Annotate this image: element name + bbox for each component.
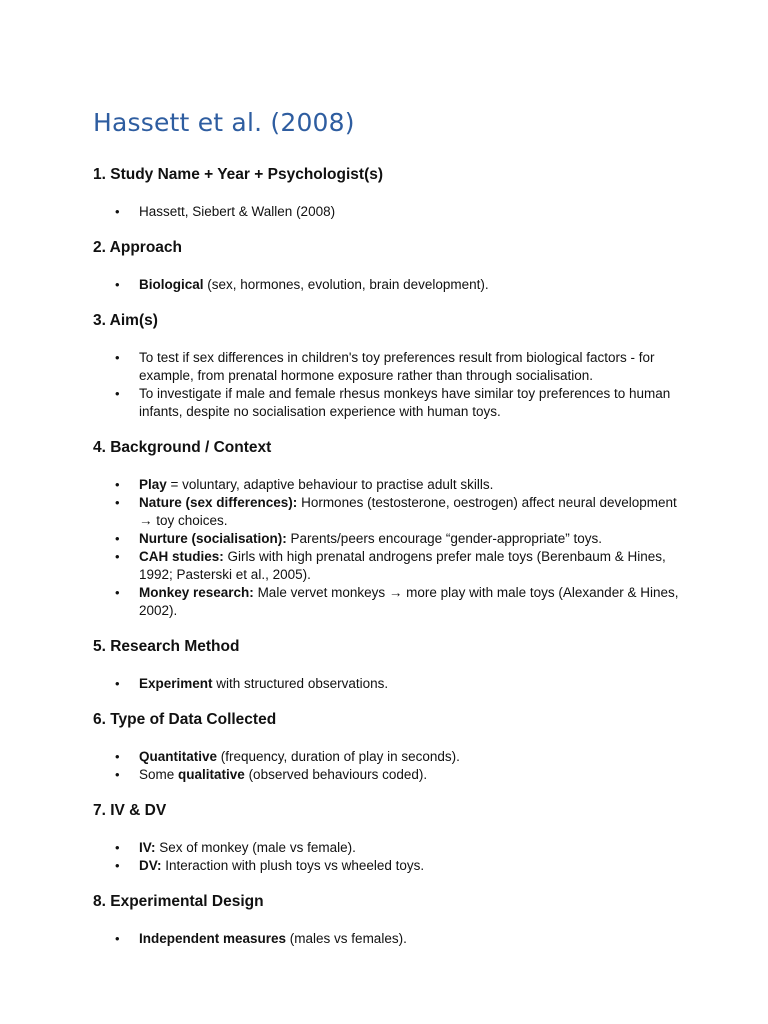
bullet-icon: • <box>115 386 120 401</box>
section-6 <box>93 710 683 784</box>
bullet-item <box>93 203 683 221</box>
bullet-icon: • <box>115 277 120 292</box>
bullet-text: with structured observations. <box>212 676 389 691</box>
bullet-item <box>93 494 683 530</box>
bullet-icon: • <box>115 858 120 873</box>
bullet-list <box>93 349 683 421</box>
bullet-text: = voluntary, adaptive behaviour to practise adult skills. <box>166 477 494 492</box>
bullet-icon: • <box>115 931 120 946</box>
section-heading: 4. Background / Context <box>93 439 272 456</box>
bullet-bold-term: Experiment <box>139 676 213 691</box>
bullet-item <box>93 548 683 584</box>
section-heading: 3. Aim(s) <box>93 312 158 329</box>
bullet-bold-term: CAH studies: <box>139 549 224 564</box>
section-heading: 1. Study Name + Year + Psychologist(s) <box>93 166 384 183</box>
bullet-icon: • <box>115 840 120 855</box>
bullet-item <box>93 930 683 948</box>
bullet-text: To test if sex differences in children's toy preferences result from biological factors - for example, from prenatal hormone exposure rather than through socialisation. <box>139 350 655 383</box>
bullet-icon: • <box>115 749 120 764</box>
document-title: Hassett et al. (2008) <box>93 108 355 137</box>
section-heading: 2. Approach <box>93 239 182 256</box>
bullet-bold-term: Monkey research: <box>139 585 254 600</box>
bullet-text: (sex, hormones, evolution, brain development). <box>203 277 489 292</box>
bullet-item <box>93 276 683 294</box>
section-heading: 6. Type of Data Collected <box>93 711 277 728</box>
bullet-bold-term: Nature (sex differences): <box>139 495 298 510</box>
bullet-list <box>93 930 683 948</box>
bullet-bold-term: Independent measures <box>139 931 287 946</box>
bullet-text: Male vervet monkeys → more play with male toys (Alexander & Hines, 2002). <box>139 585 679 618</box>
section-2 <box>93 238 683 294</box>
bullet-list <box>93 675 683 693</box>
bullet-bold-term: Biological <box>139 277 204 292</box>
document-page <box>93 108 683 965</box>
bullet-list <box>93 748 683 784</box>
sections-container <box>93 165 683 948</box>
section-1 <box>93 165 683 221</box>
bullet-bold-term: DV: <box>139 858 162 873</box>
bullet-icon: • <box>115 549 120 564</box>
bullet-icon: • <box>115 477 120 492</box>
section-5 <box>93 637 683 693</box>
bullet-bold-term: qualitative <box>178 767 245 782</box>
bullet-item <box>93 476 683 494</box>
bullet-text: Girls with high prenatal androgens prefer male toys (Berenbaum & Hines, 1992; Pasterski et al., 2005). <box>139 549 666 582</box>
bullet-item <box>93 839 683 857</box>
section-7 <box>93 801 683 875</box>
bullet-list <box>93 839 683 875</box>
bullet-text: To investigate if male and female rhesus monkeys have similar toy preferences to human infants, despite no socialisation experience with human toys. <box>139 386 671 419</box>
bullet-list <box>93 276 683 294</box>
bullet-item <box>93 385 683 421</box>
bullet-text: Interaction with plush toys vs wheeled toys. <box>161 858 425 873</box>
bullet-text: (males vs females). <box>286 931 407 946</box>
bullet-icon: • <box>115 531 120 546</box>
bullet-item <box>93 675 683 693</box>
bullet-bold-term: Nurture (socialisation): <box>139 531 287 546</box>
bullet-text: Sex of monkey (male vs female). <box>155 840 356 855</box>
bullet-text: (frequency, duration of play in seconds). <box>217 749 460 764</box>
bullet-item <box>93 530 683 548</box>
bullet-item <box>93 857 683 875</box>
bullet-list <box>93 476 683 620</box>
bullet-item <box>93 766 683 784</box>
bullet-list <box>93 203 683 221</box>
section-3 <box>93 311 683 421</box>
bullet-bold-term: IV: <box>139 840 156 855</box>
section-heading: 7. IV & DV <box>93 802 167 819</box>
bullet-item <box>93 584 683 620</box>
bullet-prefix: Some <box>139 767 179 782</box>
bullet-icon: • <box>115 767 120 782</box>
section-8 <box>93 892 683 948</box>
bullet-icon: • <box>115 676 120 691</box>
bullet-bold-term: Quantitative <box>139 749 218 764</box>
section-heading: 8. Experimental Design <box>93 893 264 910</box>
bullet-icon: • <box>115 350 120 365</box>
bullet-text: Parents/peers encourage “gender-appropriate” toys. <box>286 531 602 546</box>
bullet-item <box>93 349 683 385</box>
bullet-icon: • <box>115 495 120 510</box>
bullet-icon: • <box>115 204 120 219</box>
section-4 <box>93 438 683 620</box>
bullet-bold-term: Play <box>139 477 167 492</box>
section-heading: 5. Research Method <box>93 638 240 655</box>
bullet-text: (observed behaviours coded). <box>244 767 428 782</box>
bullet-text: Hassett, Siebert & Wallen (2008) <box>139 204 336 219</box>
bullet-item <box>93 748 683 766</box>
bullet-icon: • <box>115 585 120 600</box>
bullet-text: Hormones (testosterone, oestrogen) affect neural development → toy choices. <box>139 495 677 528</box>
